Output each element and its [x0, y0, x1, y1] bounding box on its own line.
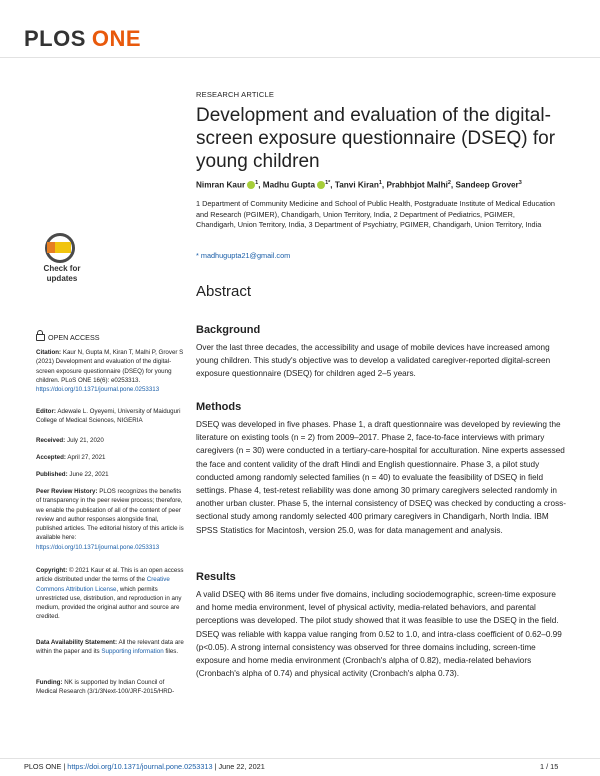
- peer-review-text: PLOS recognizes the benefits of transparency in the peer review process; therefore, we enable the publication of all of the content of peer review and author responses alongside final, published articles. The editorial history of this article is available here:: [36, 488, 184, 542]
- results-text: A valid DSEQ with 86 items under five domains, including sociodemographic, screen-time exposure and home media environment, level of physical activity, media-related behaviors, and parental perceptions was developed. The pilot study showed that it was feasible to use the DSEQ in the field. DSEQ was reliable with kappa value ranging from 0.52 to 1.0, and intra-class coefficient of 0.62–0.99 (p<0.05). A strong internal consistency was observed for three domains including, screen-time exposure and home media environment (Cronbach's alpha of 0.82), media-related behaviors (Cronbach's alpha of 0.74) and physical activity (Cronbach's alpha 0.73).: [196, 590, 562, 679]
- footer-date: June 22, 2021: [218, 762, 265, 771]
- footer-journal: PLOS ONE: [24, 762, 62, 771]
- funding-block: [36, 678, 186, 697]
- orcid-icon[interactable]: [317, 181, 325, 189]
- check-for-updates-badge[interactable]: [34, 233, 90, 291]
- journal-logo[interactable]: [24, 26, 141, 52]
- peer-review-block: [36, 487, 186, 552]
- author-affil-sup: 1*: [325, 180, 331, 186]
- received-block: [36, 436, 186, 445]
- author-name[interactable]: Tanvi Kiran: [334, 180, 379, 190]
- page-number: 1 / 15: [540, 762, 559, 771]
- check-updates-line2: updates: [46, 274, 78, 283]
- methods-text: DSEQ was developed in five phases. Phase 1, a draft questionnaire was developed by reviewing the literature on existing tools (n = 2) from 2009–2017. Phase 2, face-to-face interviews with primary caregivers (n = 30) were conducted in a tertiary-care-hospital for acculturation. Nine experts assessed the face and content validity of the draft Hindi and English questionnaire. Phase 3, a pilot study conducted among randomly selected families (n = 40) to evaluate the feasibility of DSEQ in field settings. Phase 4, test-retest reliability was done among 30 primary caregivers selected randomly in another urban cluster. Phase 5, the internal consistency of DSEQ was checked by conducting a cross-sectional study among randomly selected 400 primary caregivers in Chandigarh, North India. IBM SPSS Statistics for Macintosh, version 25.0, was for data management and analysis.: [196, 420, 566, 535]
- author-name[interactable]: Madhu Gupta: [262, 180, 316, 190]
- background-text: Over the last three decades, the accessibility and usage of mobile devices have increased among young children. This study's objective was to develop a validated caregiver-reported digital-screen exposure questionnaire (DSEQ) for children aged 2–5 years.: [196, 343, 551, 379]
- abstract-heading: Abstract: [196, 283, 252, 300]
- published-label: Published:: [36, 471, 68, 478]
- author-affil-sup: 1: [255, 180, 259, 186]
- received-date: July 21, 2020: [66, 437, 104, 444]
- article-type: RESEARCH ARTICLE: [196, 90, 275, 99]
- citation-text: Kaur N, Gupta M, Kiran T, Malhi P, Grover S (2021) Development and evaluation of the digital-screen exposure questionnaire (DSEQ) for young children. PLoS ONE 16(6): e0253313.: [36, 349, 184, 384]
- footer-doi-link[interactable]: https://doi.org/10.1371/journal.pone.0253313: [67, 762, 213, 771]
- accepted-block: [36, 453, 186, 462]
- open-access-label: [36, 333, 100, 342]
- data-availability-label: Data Availability Statement:: [36, 639, 118, 646]
- license-link[interactable]: Creative Commons Attribution License: [36, 576, 170, 593]
- results-heading: Results: [196, 571, 236, 583]
- funding-label: Funding:: [36, 679, 63, 686]
- published-date: June 22, 2021: [69, 471, 109, 478]
- editor-block: [36, 407, 186, 426]
- author-affil-sup: 1: [378, 180, 382, 186]
- page-footer: [24, 762, 265, 771]
- copyright-label: Copyright:: [36, 567, 68, 574]
- copyright-text-2: , which permits unrestricted use, distribution, and reproduction in any medium, provided the original author and source are credited.: [36, 585, 182, 621]
- copyright-block: [36, 566, 186, 622]
- open-lock-icon: [36, 334, 45, 341]
- logo-one: ONE: [91, 26, 142, 51]
- editor-label: Editor:: [36, 408, 56, 415]
- check-updates-line1: Check for: [43, 264, 81, 273]
- check-updates-bookmark-shade: [47, 242, 55, 253]
- supporting-info-link[interactable]: Supporting information: [101, 648, 164, 656]
- citation-doi-link[interactable]: https://doi.org/10.1371/journal.pone.0253313: [36, 386, 160, 394]
- accepted-label: Accepted:: [36, 454, 66, 461]
- corresponding-email[interactable]: * madhugupta21@gmail.com: [196, 251, 291, 260]
- received-label: Received:: [36, 437, 66, 444]
- background-heading: Background: [196, 324, 261, 336]
- copyright-text: © 2021 Kaur et al. This is an open access article distributed under the terms of the: [36, 567, 184, 584]
- funding-text: NK is supported by Indian Council of Medical Research (3/1/3Next-100/JRF-2015/HRD-: [36, 679, 175, 696]
- affiliations: 1 Department of Community Medicine and School of Public Health, Postgraduate Institute of Medical Education and Research (PGIMER), Chandigarh, Union Territory, India, 2 Department of Pediatrics, PGIMER, Chandigarh, Union Territory, India, 3 Department of Psychiatry, PGIMER, Chandigarh, Union Territory, India: [196, 199, 555, 229]
- peer-review-link[interactable]: https://doi.org/10.1371/journal.pone.0253313: [36, 543, 160, 551]
- methods-heading: Methods: [196, 401, 242, 413]
- citation-label: Citation:: [36, 349, 62, 356]
- footer-separator: |: [214, 762, 217, 771]
- logo-plos: PLOS: [24, 26, 86, 51]
- data-availability-text: All the relevant data are within the paper and its: [36, 639, 184, 656]
- open-access-text: OPEN ACCESS: [48, 333, 100, 342]
- header-divider: [0, 57, 600, 58]
- published-block: [36, 470, 186, 479]
- data-availability-text-2: files.: [165, 648, 179, 656]
- footer-separator: |: [63, 762, 66, 771]
- data-availability-block: [36, 638, 186, 657]
- author-affil-sup: 2: [447, 180, 451, 186]
- citation-block: [36, 348, 186, 394]
- peer-review-label: Peer Review History:: [36, 488, 98, 495]
- editor-text: Adewale L. Oyeyemi, University of Maiduguri College of Medical Sciences, NIGERIA: [36, 408, 181, 425]
- footer-divider: [0, 758, 600, 759]
- author-name[interactable]: Prabhbjot Malhi: [386, 180, 448, 190]
- article-title: Development and evaluation of the digital-screen exposure questionnaire (DSEQ) for young children: [196, 105, 556, 172]
- accepted-date: April 27, 2021: [67, 454, 106, 461]
- author-name[interactable]: Nimran Kaur: [196, 180, 246, 190]
- author-affil-sup: 3: [518, 180, 522, 186]
- orcid-icon[interactable]: [247, 181, 255, 189]
- author-name[interactable]: Sandeep Grover: [455, 180, 519, 190]
- author-list: Nimran Kaur $^1$, Madhu Gupta $^{1*}$, Tanvi Kiran$^1$, Prabhbjot Malhi$^2$, Sandeep Grover$^3$: [196, 180, 522, 190]
- check-updates-label: [34, 264, 90, 284]
